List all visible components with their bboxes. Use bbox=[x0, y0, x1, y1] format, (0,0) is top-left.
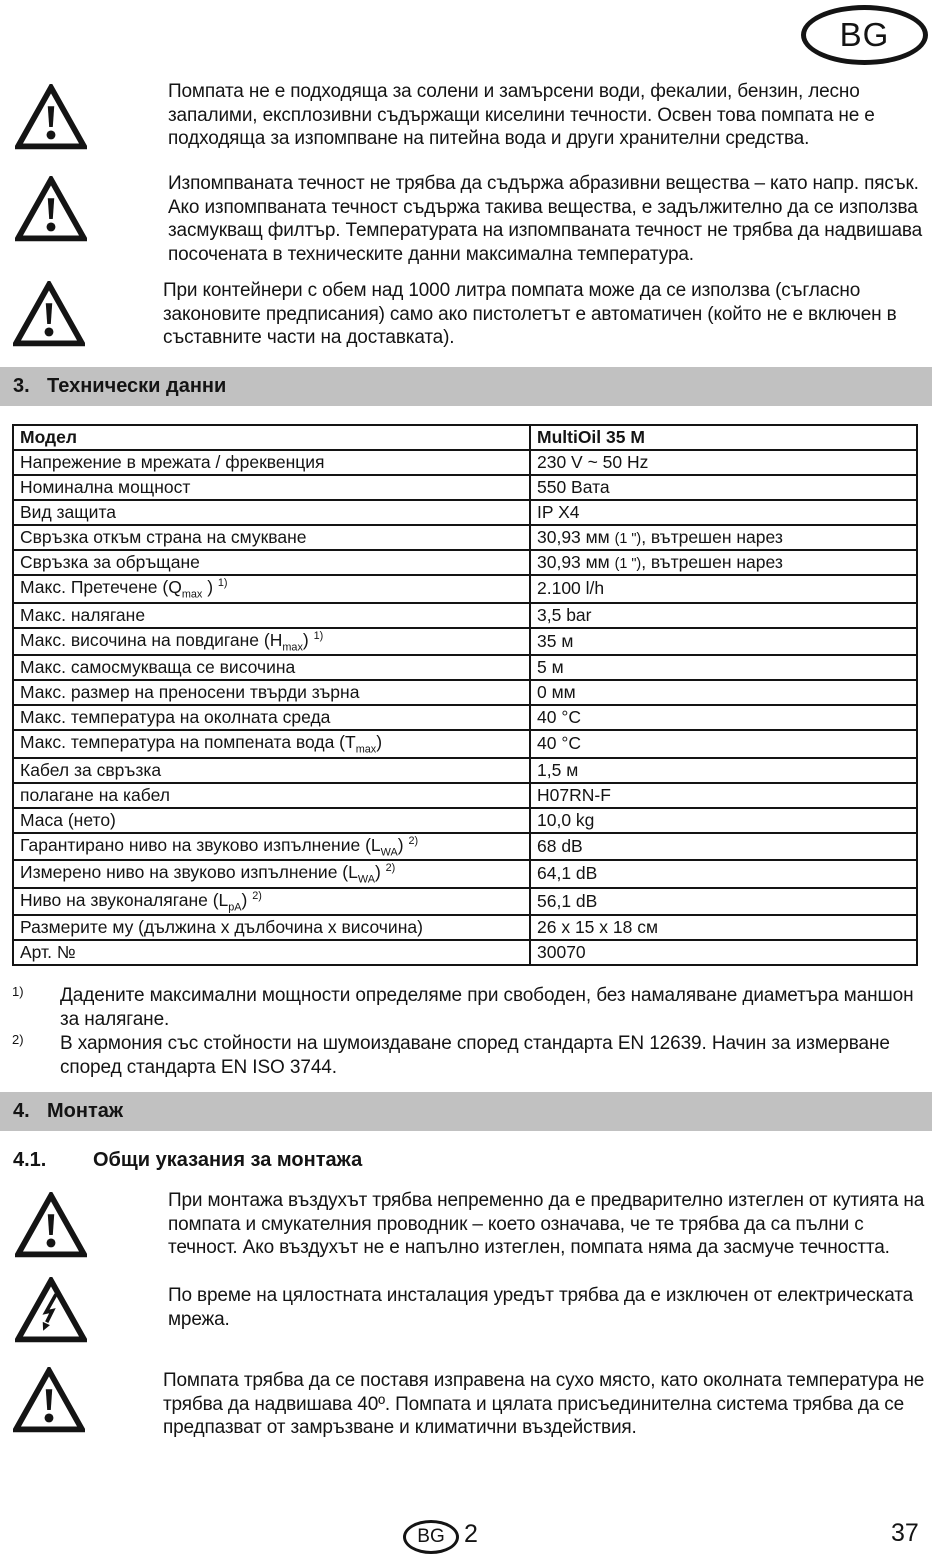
spec-label: Макс. температура на помпената вода $(T_{max})$ bbox=[13, 730, 530, 758]
spec-value: 30070 bbox=[530, 940, 917, 965]
exclamation-triangle-icon bbox=[13, 1367, 85, 1433]
spec-value: 1,5 м bbox=[530, 758, 917, 783]
spec-label: Свръзка откъм страна на смукване bbox=[13, 525, 530, 550]
spec-value: MultiOil 35 M bbox=[530, 425, 917, 450]
spec-value: 3,5 bar bbox=[530, 603, 917, 628]
table-row bbox=[13, 655, 917, 680]
spec-label: Макс. размер на преносени твърди зърна bbox=[13, 680, 530, 705]
table-row bbox=[13, 730, 917, 758]
warning-icon bbox=[13, 281, 85, 352]
footer-page-indicator: 2 bbox=[464, 1520, 478, 1548]
subsection-heading bbox=[0, 1149, 932, 1175]
warning-text: Изпомпваната течност не трябва да съдържа абразивни вещества – като напр. пясък. Ако изпомпваната течност съдържа такива вещества, е задължително да се използва засмукващ филтър. Температурата на изпомпваната течност не трябва да надвишава посочената в техническите данни максимална температура. bbox=[168, 173, 923, 265]
spec-label: Арт. № bbox=[13, 940, 530, 965]
table-row bbox=[13, 500, 917, 525]
footnote-marker: 2) bbox=[12, 1032, 24, 1047]
table-row bbox=[13, 783, 917, 808]
spec-label: Макс. Претечене ($Q_{max}$ ) $^{1)}$ bbox=[13, 575, 530, 603]
section-title: Технически данни bbox=[47, 375, 227, 397]
table-row bbox=[13, 628, 917, 656]
spec-value: 26 x 15 x 18 см bbox=[530, 915, 917, 940]
warning-icon bbox=[15, 1192, 87, 1263]
table-row bbox=[13, 808, 917, 833]
warning-icon bbox=[15, 84, 87, 155]
spec-value: 64,1 dB bbox=[530, 860, 917, 888]
spec-label: Маса (нето) bbox=[13, 808, 530, 833]
spec-label: полагане на кабел bbox=[13, 783, 530, 808]
spec-value: 0 мм bbox=[530, 680, 917, 705]
spec-label: Макс. самосмукваща се височина bbox=[13, 655, 530, 680]
spec-table bbox=[12, 424, 918, 966]
exclamation-triangle-icon bbox=[15, 84, 87, 150]
spec-value: 2.100 l/h bbox=[530, 575, 917, 603]
spec-label: Модел bbox=[13, 425, 530, 450]
section-number: 4. bbox=[13, 1100, 30, 1122]
warning-text: При монтажа въздухът трябва непременно да е предварително изтеглен от кутията на помпата и смукателния проводник – което означава, че те трябва да са пълни с течност. Ако въздухът не е напълно изтеглен, помпата няма да засмуче течността. bbox=[168, 1190, 925, 1258]
spec-label: Кабел за свръзка bbox=[13, 758, 530, 783]
table-row bbox=[13, 758, 917, 783]
section-number: 3. bbox=[13, 375, 30, 397]
spec-label: Макс. температура на околната среда bbox=[13, 705, 530, 730]
warning-text: По време на цялостната инсталация уредът трябва да е изключен от електрическата мрежа. bbox=[168, 1285, 914, 1330]
exclamation-triangle-icon bbox=[15, 1192, 87, 1258]
spec-value: 56,1 dB bbox=[530, 888, 917, 916]
table-row bbox=[13, 575, 917, 603]
table-row bbox=[13, 525, 917, 550]
warning-icon bbox=[13, 1367, 85, 1438]
table-row bbox=[13, 603, 917, 628]
spec-value: 40 °C bbox=[530, 705, 917, 730]
table-row bbox=[13, 680, 917, 705]
spec-label: Номинална мощност bbox=[13, 475, 530, 500]
table-row bbox=[13, 550, 917, 575]
spec-value: 10,0 kg bbox=[530, 808, 917, 833]
table-row bbox=[13, 888, 917, 916]
spec-label: Гарантирано ниво на звуково изпълнение $(L_{WA})$ $^{2)}$ bbox=[13, 833, 530, 861]
spec-value: 550 Вата bbox=[530, 475, 917, 500]
language-badge bbox=[801, 5, 928, 65]
subsection-number: 4.1. bbox=[13, 1149, 47, 1171]
footnote-marker: 1) bbox=[12, 984, 24, 999]
footnote-text: Дадените максимални мощности определяме при свободен, без намаляване диаметъра маншон за налягане. bbox=[60, 985, 914, 1030]
spec-value: 35 м bbox=[530, 628, 917, 656]
table-row bbox=[13, 705, 917, 730]
spec-label: Макс. налягане bbox=[13, 603, 530, 628]
spec-value: IP X4 bbox=[530, 500, 917, 525]
spec-label: Размерите му (дължина x дълбочина x височина) bbox=[13, 915, 530, 940]
spec-label: Макс. височина на повдигане $(H_{max})$ $^{1)}$ bbox=[13, 628, 530, 656]
exclamation-triangle-icon bbox=[13, 281, 85, 347]
section-title: Монтаж bbox=[47, 1100, 124, 1122]
table-row bbox=[13, 915, 917, 940]
spec-value: 5 м bbox=[530, 655, 917, 680]
lightning-triangle-icon bbox=[15, 1277, 87, 1343]
warning-text: При контейнери с обем над 1000 литра помпата може да се използва (съгласно законовите предписания) само ако пистолетът е автоматичен (който не е включен в съставните части на доставката). bbox=[163, 280, 897, 348]
table-row bbox=[13, 425, 917, 450]
footer-language-badge bbox=[403, 1520, 459, 1554]
spec-value: 30,93 мм (1 "), вътрешен нарез bbox=[530, 550, 917, 575]
spec-label: Свръзка за обръщане bbox=[13, 550, 530, 575]
spec-value: 68 dB bbox=[530, 833, 917, 861]
table-row bbox=[13, 860, 917, 888]
language-badge-label: BG bbox=[839, 16, 890, 53]
section-heading-montage bbox=[0, 1092, 932, 1131]
warning-text: Помпата не е подходяща за солени и замърсени води, фекалии, бензин, лесно запалими, експлозивни съдържащи киселини течности. Освен това помпата не е подходяща за изпомпване на питейна вода и други хранителни средства. bbox=[168, 81, 875, 149]
table-row bbox=[13, 450, 917, 475]
warning-text: Помпата трябва да се поставя изправена на сухо място, като околната температура не трябва да надвишава 40º. Помпата и цялата присъединителна система трябва да се предпазват от замръзване и климатични въздействия. bbox=[163, 1370, 925, 1438]
spec-label: Измерено ниво на звуково изпълнение $(L_{WA})$ $^{2)}$ bbox=[13, 860, 530, 888]
footnote-text: В хармония със стойности на шумоиздаване според стандарта EN 12639. Начин за измерване според стандарта EN ISO 3744. bbox=[60, 1033, 890, 1078]
page-number: 37 bbox=[891, 1519, 919, 1547]
section-heading-technical-data bbox=[0, 367, 932, 406]
spec-label: Напрежение в мрежата / фреквенция bbox=[13, 450, 530, 475]
warning-icon bbox=[15, 176, 87, 247]
spec-label: Ниво на звуконалягане $(L_{pA})$ $^{2)}$ bbox=[13, 888, 530, 916]
table-row bbox=[13, 833, 917, 861]
spec-value: 40 °C bbox=[530, 730, 917, 758]
spec-value: H07RN-F bbox=[530, 783, 917, 808]
subsection-title: Общи указания за монтажа bbox=[93, 1149, 363, 1171]
warning-icon bbox=[15, 1277, 87, 1348]
spec-value: 230 V ~ 50 Hz bbox=[530, 450, 917, 475]
table-row bbox=[13, 940, 917, 965]
exclamation-triangle-icon bbox=[15, 176, 87, 242]
spec-table-body bbox=[13, 425, 917, 965]
table-row bbox=[13, 475, 917, 500]
spec-value: 30,93 мм (1 "), вътрешен нарез bbox=[530, 525, 917, 550]
spec-label: Вид защита bbox=[13, 500, 530, 525]
footer-language-badge-label: BG bbox=[417, 1526, 445, 1547]
